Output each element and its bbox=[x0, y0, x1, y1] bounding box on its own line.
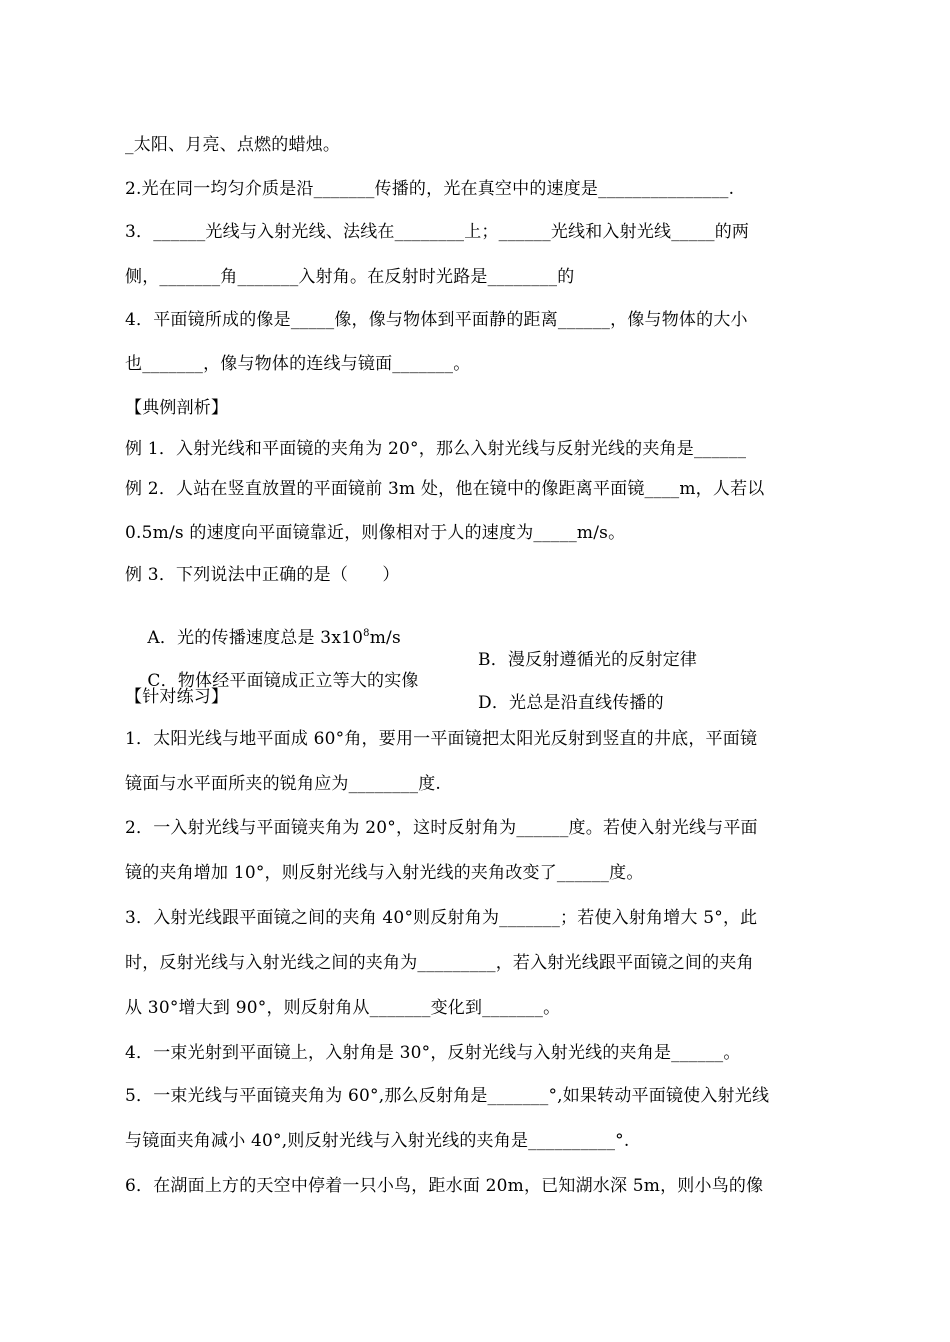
section-heading-practice: 【针对练习】 bbox=[125, 687, 229, 707]
section-heading-examples: 【典例剖析】 bbox=[125, 398, 229, 418]
option-a: A．光的传播速度总是 $3x10^8m/s$ bbox=[147, 628, 401, 648]
question-4-line-2: 也_______，像与物体的连线与镜面_______。 bbox=[125, 354, 471, 374]
example-3: 例 3．下列说法中正确的是（ ） bbox=[125, 565, 400, 585]
practice-6: 6．在湖面上方的天空中停着一只小鸟，距水面 20m，已知湖水深 5m，则小鸟的像 bbox=[125, 1176, 764, 1196]
practice-2-line-1: 2．一入射光线与平面镜夹角为 20°，这时反射角为______度。若使入射光线与平面 bbox=[125, 818, 758, 838]
practice-5-line-1: 5．一束光线与平面镜夹角为 60°,那么反射角是_______°,如果转动平面镜使入射光线 bbox=[125, 1086, 770, 1106]
practice-5-line-2: 与镜面夹角减小 40°,则反射光线与入射光线的夹角是__________°. bbox=[125, 1131, 630, 1151]
example-2-line-2: 0.5m/s 的速度向平面镜靠近，则像相对于人的速度为_____m/s。 bbox=[125, 523, 626, 543]
practice-3-line-1: 3．入射光线跟平面镜之间的夹角 40°则反射角为_______；若使入射角增大 5°，此 bbox=[125, 908, 758, 928]
practice-3-line-2: 时，反射光线与入射光线之间的夹角为_________，若入射光线跟平面镜之间的夹角 bbox=[125, 953, 754, 973]
option-b: B．漫反射遵循光的反射定律 bbox=[478, 650, 698, 670]
practice-1-line-1: 1．太阳光线与地平面成 60°角，要用一平面镜把太阳光反射到竖直的井底，平面镜 bbox=[125, 729, 758, 749]
question-3-line-2: 侧，_______角_______入射角。在反射时光路是________的 bbox=[125, 267, 575, 287]
practice-2-line-2: 镜的夹角增加 10°，则反射光线与入射光线的夹角改变了______度。 bbox=[125, 863, 644, 883]
option-d: D．光总是沿直线传播的 bbox=[478, 693, 664, 713]
option-c: C．物体经平面镜成正立等大的实像 bbox=[147, 671, 419, 691]
practice-1-line-2: 镜面与水平面所夹的锐角应为________度. bbox=[125, 774, 442, 794]
text-line: _太阳、月亮、点燃的蜡烛。 bbox=[125, 135, 341, 155]
example-1: 例 1．入射光线和平面镜的夹角为 20°，那么入射光线与反射光线的夹角是______ bbox=[125, 439, 747, 459]
options-row-2 bbox=[125, 648, 825, 736]
practice-4: 4．一束光射到平面镜上，入射角是 30°，反射光线与入射光线的夹角是______。 bbox=[125, 1043, 741, 1063]
practice-3-line-3: 从 30°增大到 90°，则反射角从_______变化到_______。 bbox=[125, 998, 561, 1018]
question-4-line-1: 4．平面镜所成的像是_____像，像与物体到平面静的距离______，像与物体的大小 bbox=[125, 310, 748, 330]
question-2: 2.光在同一均匀介质是沿_______传播的，光在真空中的速度是_______________. bbox=[125, 179, 735, 199]
example-2-line-1: 例 2．人站在竖直放置的平面镜前 3m 处，他在镜中的像距离平面镜____m，人若以 bbox=[125, 479, 765, 499]
question-3-line-1: 3．______光线与入射光线、法线在________上；______光线和入射光线_____的两 bbox=[125, 222, 750, 242]
